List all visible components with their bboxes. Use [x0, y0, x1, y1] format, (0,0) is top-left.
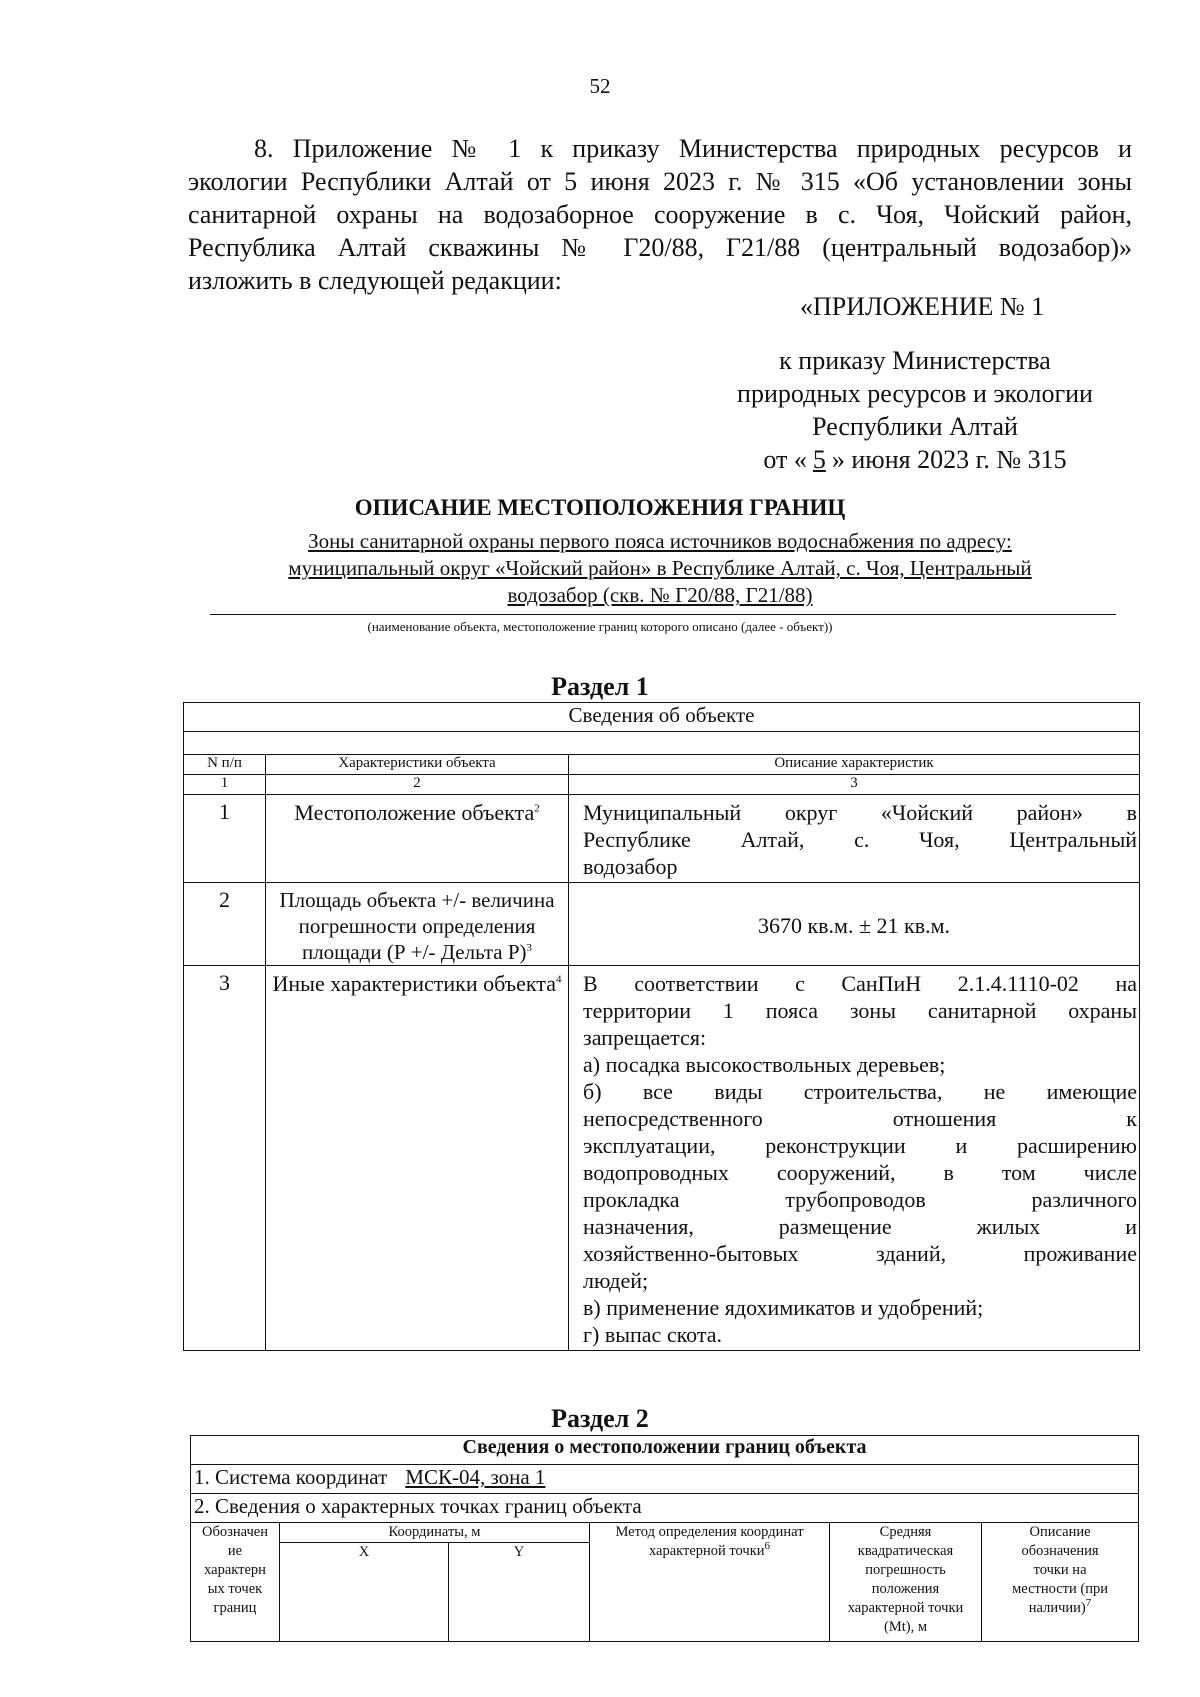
coord-system-row — [191, 1465, 1139, 1494]
intro-line: Республика Алтай скважины № Г20/88, Г21/88 (центральный водозабор)» — [188, 233, 1132, 262]
appendix-reference — [690, 344, 1140, 476]
section1-blank-row — [184, 732, 1140, 755]
col-desc-line: Описание — [1029, 1524, 1091, 1540]
row-number: 2 — [184, 883, 266, 966]
col-error-line: Средняя — [879, 1524, 932, 1540]
table-row — [184, 966, 1140, 1351]
col-coordinates: Координаты, м — [280, 1523, 590, 1543]
description-line: Республике Алтай, с. Чоя, Центральный — [583, 827, 1137, 852]
table-row — [184, 883, 1140, 966]
description-line: хозяйственно-бытовых зданий, проживание — [583, 1241, 1137, 1266]
description-line: в) применение ядохимикатов и удобрений; — [583, 1295, 984, 1320]
row-description — [569, 966, 1140, 1351]
header-num: N п/п — [184, 755, 266, 775]
row-characteristic — [266, 883, 569, 966]
row-characteristic — [266, 966, 569, 1351]
row-description — [569, 795, 1140, 883]
intro-paragraph — [188, 132, 1132, 297]
intro-line: экологии Республики Алтай от 5 июня 2023 г. № 315 «Об установлении зоны — [188, 167, 1132, 196]
description-line: запрещается: — [583, 1025, 707, 1050]
description-line: непосредственного отношения к — [583, 1106, 1137, 1131]
page-number: 52 — [589, 74, 611, 98]
description-line: водопроводных сооружений, в том числе — [583, 1160, 1137, 1185]
appendix-date — [690, 443, 1140, 476]
row-characteristic-text: площади (Р +/- Дельта Р) — [301, 940, 527, 964]
col-error-line: погрешность — [865, 1562, 946, 1578]
col-point-description — [982, 1523, 1139, 1642]
description-line: Муниципальный округ «Чойский район» в — [583, 800, 1137, 825]
section2-title: Раздел 2 — [551, 1404, 649, 1433]
table-row — [184, 795, 1140, 883]
appendix-line: к приказу Министерства — [779, 346, 1051, 375]
description-line: водозабор — [583, 854, 678, 879]
description-line: б) все виды строительства, не имеющие — [583, 1079, 1137, 1104]
col-point-line: Обозначен — [202, 1524, 268, 1540]
description-line: территории 1 пояса зоны санитарной охраны — [583, 998, 1137, 1023]
appendix-date-suffix: » июня 2023 г. № 315 — [831, 445, 1067, 474]
description-line: а) посадка высокоствольных деревьев; — [583, 1052, 946, 1077]
row-characteristic-line: Площадь объекта +/- величина — [279, 888, 555, 912]
col-desc-line — [982, 1599, 1138, 1618]
col-desc-text: наличии) — [1028, 1600, 1086, 1616]
appendix-line: природных ресурсов и экологии — [737, 379, 1093, 408]
description-line: В соответствии с СанПиН 2.1.4.1110-02 на — [583, 971, 1137, 996]
appendix-date-day: 5 — [812, 445, 826, 474]
col-point-line: границ — [213, 1600, 257, 1616]
col-point-designation — [191, 1523, 280, 1642]
intro-line: санитарной охраны на водозаборное сооружение в с. Чоя, Чойский район, — [188, 200, 1132, 229]
footnote-marker: 3 — [526, 942, 533, 954]
column-number: 2 — [266, 775, 569, 795]
object-name-line: Зоны санитарной охраны первого пояса источников водоснабжения по адресу: — [308, 529, 1012, 553]
description-line: г) выпас скота. — [583, 1322, 723, 1347]
appendix-date-prefix: от « — [763, 445, 807, 474]
col-method-text: Метод определения координат характерной точки — [615, 1524, 804, 1559]
points-label: 2. Сведения о характерных точках границ объекта — [191, 1494, 1139, 1523]
section2-table — [190, 1435, 1139, 1642]
object-caption: (наименование объекта, местоположение границ которого описано (далее - объект)) — [367, 619, 833, 634]
col-method — [590, 1523, 830, 1642]
header-description: Описание характеристик — [569, 755, 1140, 775]
footnote-marker: 2 — [534, 802, 540, 815]
row-characteristic-text: Местоположение объекта — [294, 800, 535, 825]
col-x: X — [280, 1543, 449, 1642]
col-desc-line: местности (при — [1012, 1581, 1108, 1597]
footnote-marker: 7 — [1085, 1597, 1092, 1610]
row-characteristic-line — [266, 939, 568, 965]
column-number: 1 — [184, 775, 266, 795]
appendix-line: Республики Алтай — [812, 412, 1018, 441]
col-point-line: ие — [227, 1543, 243, 1559]
col-error-line: характерной точки — [847, 1600, 964, 1616]
document-title: ОПИСАНИЕ МЕСТОПОЛОЖЕНИЯ ГРАНИЦ — [354, 495, 846, 520]
header-characteristic: Характеристики объекта — [266, 755, 569, 775]
row-characteristic — [266, 795, 569, 883]
section1-table-title: Сведения об объекте — [184, 703, 1140, 732]
column-number: 3 — [569, 775, 1140, 795]
row-characteristic-text: Иные характеристики объекта — [272, 971, 556, 996]
col-point-line: ых точек — [207, 1581, 263, 1597]
footnote-marker: 6 — [764, 1540, 771, 1553]
object-name-line: водозабор (скв. № Г20/88, Г21/88) — [507, 583, 813, 607]
col-error-line: (Mt), м — [883, 1619, 927, 1635]
description-line: эксплуатации, реконструкции и расширению — [583, 1133, 1137, 1158]
section1-table — [183, 702, 1140, 1351]
row-description: 3670 кв.м. ± 21 кв.м. — [569, 883, 1140, 966]
appendix-heading: «ПРИЛОЖЕНИЕ № 1 — [800, 292, 1045, 321]
row-number: 1 — [184, 795, 266, 883]
col-desc-line: обозначения — [1021, 1543, 1099, 1559]
col-error-line: квадратическая — [857, 1543, 954, 1559]
coord-system-label: 1. Система координат — [194, 1465, 388, 1489]
row-number: 3 — [184, 966, 266, 1351]
col-y: Y — [449, 1543, 590, 1642]
object-name — [200, 528, 1120, 609]
col-point-line: характерн — [204, 1562, 266, 1578]
description-line: прокладка трубопроводов различного — [583, 1187, 1137, 1212]
intro-line: 8. Приложение № 1 к приказу Министерства природных ресурсов и — [254, 134, 1132, 163]
object-name-line: муниципальный округ «Чойский район» в Республике Алтай, с. Чоя, Центральный — [288, 556, 1032, 580]
footnote-marker: 4 — [555, 973, 562, 986]
col-error — [830, 1523, 982, 1642]
object-name-rule — [210, 614, 1116, 615]
intro-line: изложить в следующей редакции: — [188, 266, 562, 295]
section2-table-title: Сведения о местоположении границ объекта — [191, 1436, 1139, 1465]
row-characteristic-line: погрешности определения — [298, 914, 536, 938]
coord-system-value: МСК-04, зона 1 — [405, 1465, 546, 1489]
description-line: назначения, размещение жилых и — [583, 1214, 1137, 1239]
description-line: людей; — [583, 1268, 649, 1293]
col-error-line: положения — [871, 1581, 940, 1597]
section1-title: Раздел 1 — [551, 672, 649, 701]
col-desc-line: точки на — [1033, 1562, 1087, 1578]
